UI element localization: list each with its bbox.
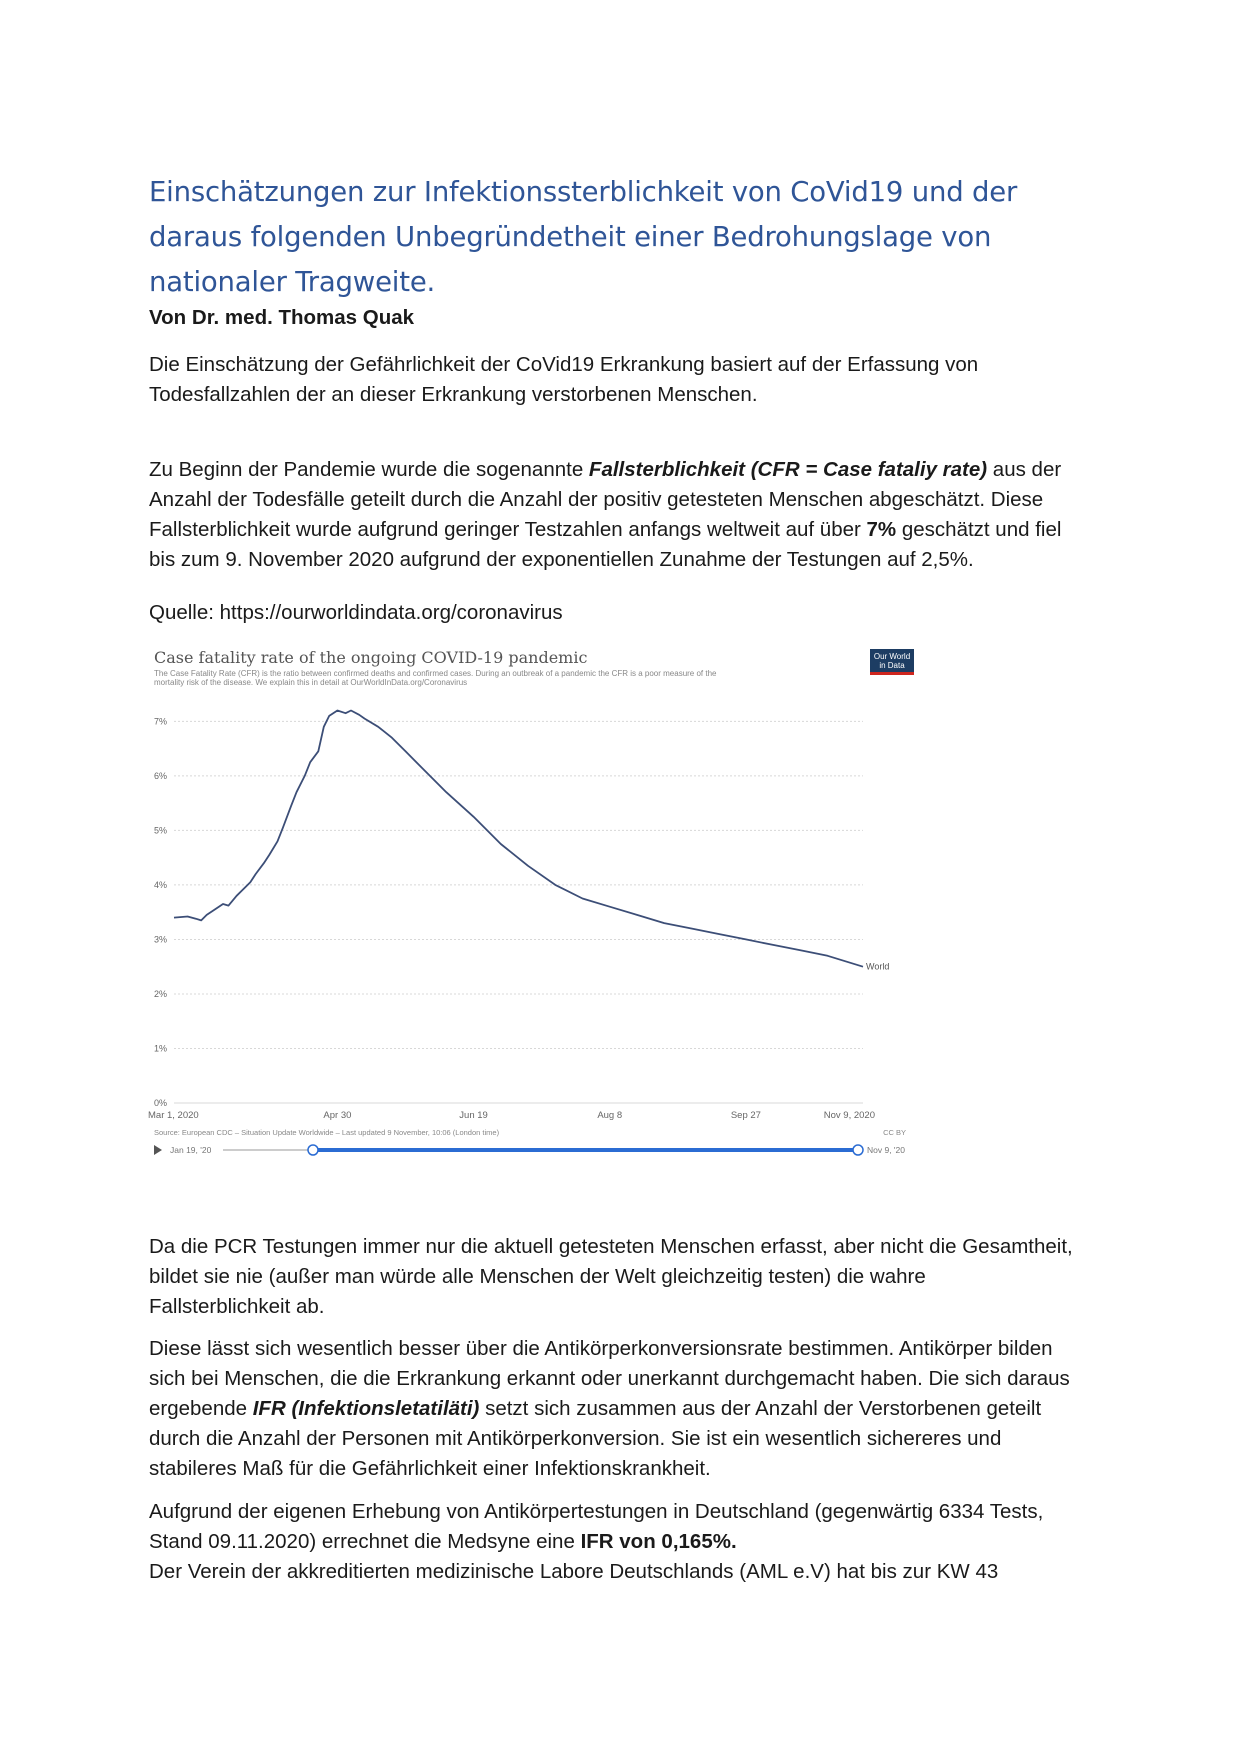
- cfr-value: 7%: [866, 518, 897, 541]
- text-run: Stand 09.11.2020) errechnet die Medsyne eine: [149, 1530, 581, 1553]
- text-line: bis zum 9. November 2020 aufgrund der exponentiellen Zunahme der Testungen auf 2,5%.: [149, 548, 974, 571]
- text-line: Der Verein der akkreditierten medizinische Labore Deutschlands (AML e.V) hat bis zur KW 43: [149, 1560, 999, 1583]
- slider-end-label: Nov 9, '20: [867, 1145, 906, 1155]
- title-line: Einschätzungen zur Infektionssterblichkeit von CoVid19 und der: [149, 176, 1018, 208]
- text-line: Todesfallzahlen der an dieser Erkrankung verstorbenen Menschen.: [149, 383, 758, 406]
- y-tick-label: 3%: [154, 934, 168, 945]
- text-line: Fallsterblichkeit ab.: [149, 1295, 325, 1318]
- text-line: [149, 515, 1109, 545]
- x-tick-label: Apr 30: [323, 1110, 352, 1121]
- text-run: aus der: [987, 458, 1062, 481]
- cfr-term: Fallsterblichkeit (CFR = Case fataliy rate): [588, 458, 988, 481]
- text-line: stabileres Maß für die Gefährlichkeit einer Infektionskrankheit.: [149, 1457, 711, 1480]
- owid-logo: [870, 649, 914, 675]
- slider-handle-end: [853, 1145, 863, 1155]
- title-line: nationaler Tragweite.: [149, 266, 436, 298]
- text-run: Zu Beginn der Pandemie wurde die sogenannte: [149, 458, 589, 481]
- text-line: [149, 455, 1109, 485]
- text-line: bildet sie nie (außer man würde alle Menschen der Welt gleichzeitig testen) die wahre: [149, 1265, 926, 1288]
- x-tick-label: Aug 8: [597, 1110, 623, 1121]
- chart-license: CC BY: [883, 1128, 906, 1137]
- chart-svg: [148, 645, 922, 1167]
- text-run: Fallsterblichkeit wurde aufgrund geringer Testzahlen anfangs weltweit auf über: [149, 518, 867, 541]
- x-tick-label: Sep 27: [730, 1110, 761, 1121]
- text-line: sich bei Menschen, die die Erkrankung erkannt oder unerkannt durchgemacht haben. Die sich daraus: [149, 1367, 1070, 1390]
- slider-start-label: Jan 19, '20: [170, 1145, 212, 1155]
- y-tick-label: 0%: [154, 1098, 168, 1108]
- y-tick-label: 7%: [154, 716, 168, 727]
- text-run: setzt sich zusammen aus der Anzahl der Verstorbenen geteilt: [479, 1397, 1042, 1420]
- chart-subtitle: mortality risk of the disease. We explain this in detail at OurWorldInData.org/Coronavirus: [154, 678, 468, 687]
- y-tick-label: 6%: [154, 770, 168, 781]
- y-tick-label: 4%: [154, 879, 168, 890]
- chart-subtitle: The Case Fatality Rate (CFR) is the ratio between confirmed deaths and confirmed cases. During an outbreak of a pandemic the CFR is a poor measure of the: [154, 669, 717, 678]
- text-run: ergebende: [149, 1397, 253, 1420]
- play-icon: [154, 1145, 162, 1155]
- cfr-chart: [148, 645, 922, 1167]
- text-line: Anzahl der Todesfälle geteilt durch die Anzahl der positiv getesteten Menschen abgeschätzt. Diese: [149, 488, 1044, 511]
- medsyne-paragraph: [149, 1497, 1109, 1587]
- chart-source: Source: European CDC – Situation Update Worldwide – Last updated 9 November, 10:06 (London time): [154, 1128, 500, 1137]
- x-tick-label: Jun 19: [459, 1110, 488, 1121]
- x-tick-label: Mar 1, 2020: [148, 1110, 199, 1121]
- series-label: World: [866, 961, 890, 972]
- y-tick-label: 2%: [154, 988, 168, 999]
- title-line: daraus folgenden Unbegründetheit einer Bedrohungslage von: [149, 221, 992, 253]
- document-title: [149, 170, 1109, 305]
- text-line: [149, 1394, 1109, 1424]
- chart-title: Case fatality rate of the ongoing COVID-19 pandemic: [154, 648, 588, 667]
- y-tick-label: 5%: [154, 825, 168, 836]
- text-line: Die Einschätzung der Gefährlichkeit der CoVid19 Erkrankung basiert auf der Erfassung von: [149, 353, 979, 376]
- ifr-paragraph: [149, 1334, 1109, 1484]
- source-line: Quelle: https://ourworldindata.org/coronavirus: [149, 601, 563, 624]
- logo-text: in Data: [879, 661, 905, 670]
- text-line: Diese lässt sich wesentlich besser über die Antikörperkonversionsrate bestimmen. Antikörper bilden: [149, 1337, 1053, 1360]
- x-tick-label: Nov 9, 2020: [823, 1110, 875, 1121]
- author-byline: Von Dr. med. Thomas Quak: [149, 306, 415, 329]
- text-line: [149, 1527, 1109, 1557]
- text-line: Aufgrund der eigenen Erhebung von Antikörpertestungen in Deutschland (gegenwärtig 6334 Tests,: [149, 1500, 1044, 1523]
- logo-text: Our World: [873, 652, 911, 661]
- cfr-paragraph: [149, 455, 1109, 575]
- text-line: Da die PCR Testungen immer nur die aktuell getesteten Menschen erfasst, aber nicht die Gesamtheit,: [149, 1235, 1073, 1258]
- ifr-value: IFR von 0,165%.: [580, 1530, 737, 1553]
- pcr-paragraph: [149, 1232, 1109, 1322]
- ifr-term: IFR (Infektionsletatiläti): [252, 1397, 480, 1420]
- y-tick-label: 1%: [154, 1043, 168, 1054]
- slider-handle-start: [308, 1145, 318, 1155]
- series-line-world: [174, 711, 863, 967]
- intro-paragraph: [149, 350, 1109, 410]
- text-run: geschätzt und fiel: [896, 518, 1062, 541]
- text-line: durch die Anzahl der Personen mit Antikörperkonversion. Sie ist ein wesentlich sichereres und: [149, 1427, 1002, 1450]
